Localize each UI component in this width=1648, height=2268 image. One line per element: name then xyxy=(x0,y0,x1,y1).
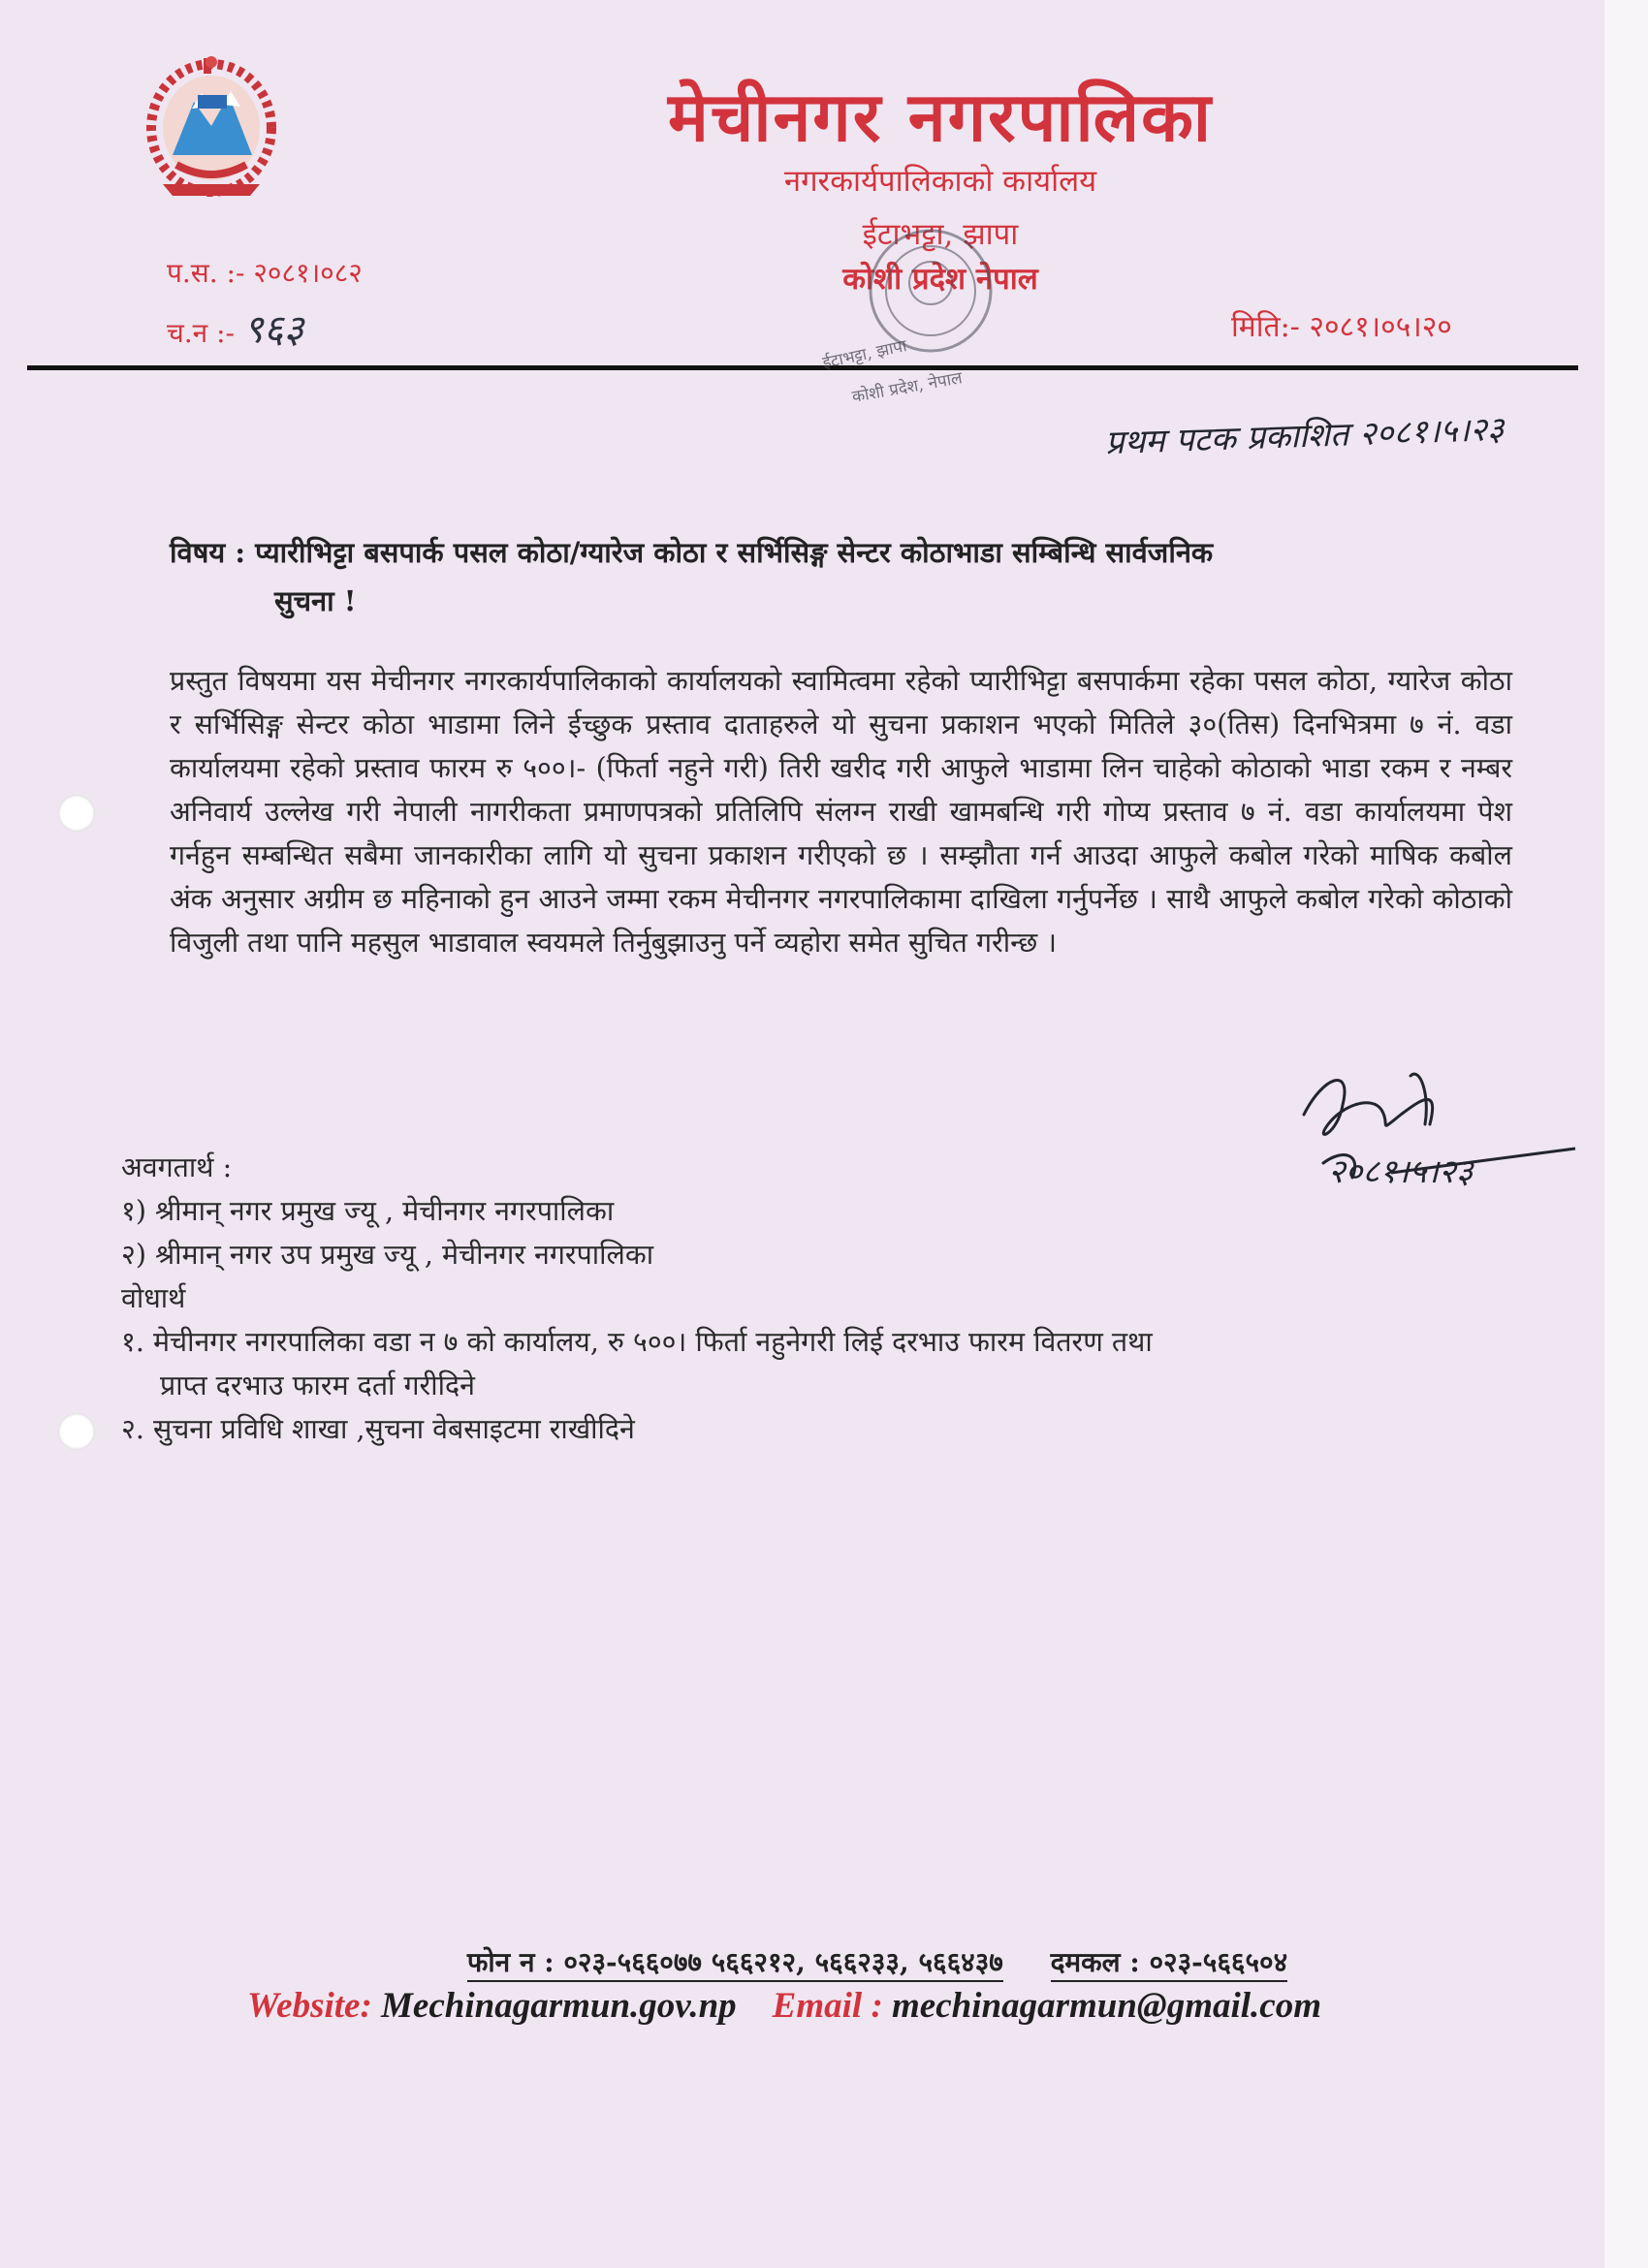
letter-date: मिति:- २०८१।०५।२० xyxy=(1231,310,1452,344)
handwritten-publication-note: प्रथम पटक प्रकाशित २०८१।५।२३ xyxy=(1104,409,1505,463)
action-item-2: २. सुचना प्रविधि शाखा ,सुचना वेबसाइटमा राखीदिने xyxy=(121,1413,635,1445)
punch-hole xyxy=(58,795,95,832)
dispatch-number-row xyxy=(167,300,303,354)
footer-phone: फोन न : ०२३-५६६०७७ ५६६२१२, ५६६२३३, ५६६४३७ xyxy=(467,1946,1003,1982)
website-label: Website: xyxy=(247,1986,372,2026)
svg-text:ईटाभट्टा, झापा: ईटाभट्टा, झापा xyxy=(820,336,909,373)
dispatch-number: ९६३ xyxy=(242,307,304,352)
punch-hole xyxy=(58,1413,95,1450)
cc-item: १) श्रीमान् नगर प्रमुख ज्यू , मेचीनगर नगरपालिका xyxy=(121,1195,615,1227)
header-divider xyxy=(27,365,1578,370)
address-line-1: ईटाभट्टा, झापा xyxy=(862,217,1019,252)
subject xyxy=(170,528,1498,625)
svg-text:कोशी प्रदेश, नेपाल: कोशी प्रदेश, नेपाल xyxy=(850,368,965,407)
address-line-2: कोशी प्रदेश नेपाल xyxy=(842,262,1038,297)
signature-date: २०८१।५।२३ xyxy=(1328,1152,1474,1191)
subject-line-1: विषय : प्यारीभिट्टा बसपार्क पसल कोठा/ग्यारेज कोठा र सर्भिसिङ्ग सेन्टर कोठाभाडा सम्बिन्धि सार्वजनिक xyxy=(170,536,1214,569)
nepal-emblem-icon xyxy=(134,48,289,208)
website-link[interactable]: Mechinagarmun.gov.np xyxy=(381,1986,737,2026)
office-stamp xyxy=(805,223,1057,436)
action-item-1: १. मेचीनगर नगरपालिका वडा न ७ को कार्यालय, रु ५००। फिर्ता नहुनेगरी लिई दरभाउ फारम वितरण तथा xyxy=(121,1326,1153,1358)
office-name: नगरकार्यपालिकाको कार्यालय xyxy=(783,164,1097,199)
footer-phone-line xyxy=(417,1943,1338,1980)
cc-heading: अवगतार्थ : xyxy=(121,1151,233,1183)
reference-number: प.स. :- २०८१।०८२ xyxy=(167,257,363,289)
distribution-list xyxy=(121,1146,1527,1451)
email-label: Email : xyxy=(772,1986,883,2026)
organization-name: मेचीनगर नगरपालिका xyxy=(668,77,1213,157)
footer-contact xyxy=(247,1985,1410,2027)
scan-edge xyxy=(1604,0,1648,2268)
subject-line-2: सुचना ! xyxy=(274,584,357,617)
email-link[interactable]: mechinagarmun@gmail.com xyxy=(892,1986,1321,2026)
cc-item: २) श्रीमान् नगर उप प्रमुख ज्यू , मेचीनगर नगरपालिका xyxy=(121,1239,654,1271)
action-heading: वोधार्थ xyxy=(121,1282,186,1314)
footer-fire: दमकल : ०२३-५६६५०४ xyxy=(1051,1946,1288,1982)
action-item-1-cont: प्राप्त दरभाउ फारम दर्ता गरीदिने xyxy=(160,1370,475,1402)
notice-body: प्रस्तुत विषयमा यस मेचीनगर नगरकार्यपालिकाको कार्यालयको स्वामित्वमा रहेको प्यारीभिट्टा बसपार्कमा रहेका पसल कोठा, ग्यारेज कोठा र सर्भिसिङ्ग सेन्टर कोठा भाडामा लिने ईच्छुक प्रस्ताव दाताहरुले यो सुचना प्रकाशन भएको मितिले ३०(तिस) दिनभित्रमा ७ नं. वडा कार्यालयमा रहेको प्रस्ताव फारम रु ५००।- (फिर्ता नहुने गरी) तिरी खरीद गरी आफुले भाडामा लिन चाहेको कोठाको भाडा रकम र नम्बर अनिवार्य उल्लेख गरी नेपाली नागरीकता प्रमाणपत्रको प्रतिलिपि संलग्न राखी खामबन्धि गरी गोप्य प्रस्ताव ७ नं. वडा कार्यालयमा पेश गर्नहुन सम्बन्धित सबैमा जानकारीका लागि यो सुचना प्रकाशन गरीएको छ । सम्झौता गर्न आउदा आफुले कबोल गरेको माषिक कबोल अंक अनुसार अग्रीम छ महिनाको हुन आउने जम्मा रकम मेचीनगर नगरपालिकामा दाखिला गर्नुपर्नेछ । साथै आफुले कबोल गरेको कोठाको विजुली तथा पानि महसुल भाडावाल स्वयमले तिर्नुबुझाउनु पर्ने व्यहोरा समेत सुचित गरीन्छ । xyxy=(170,665,1512,959)
dispatch-label: च.न :- xyxy=(167,317,236,349)
